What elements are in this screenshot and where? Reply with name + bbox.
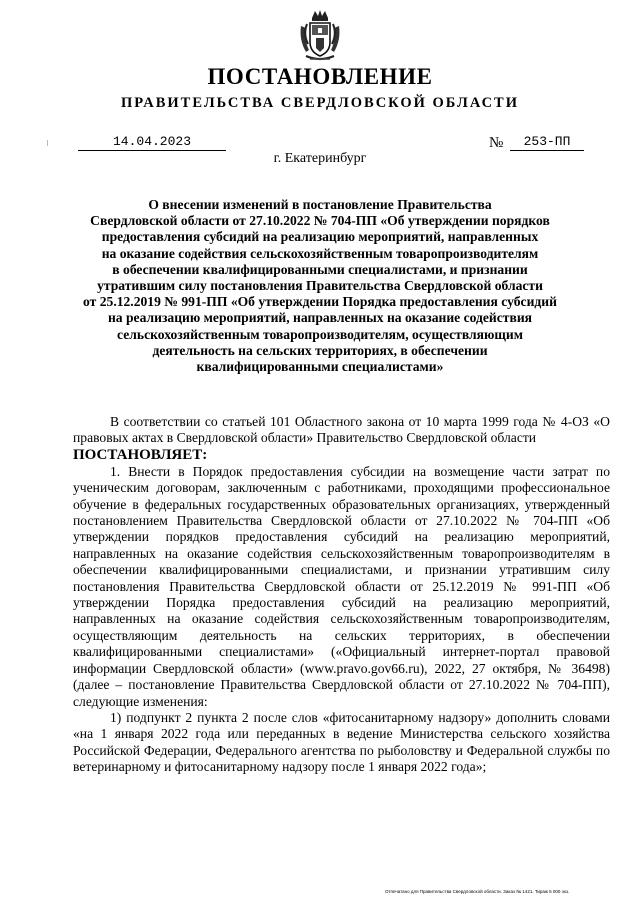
document-type-heading: ПОСТАНОВЛЕНИЕ [207, 64, 433, 89]
title-line: утратившим силу постановления Правительства Свердловской области [97, 278, 543, 294]
decree-word: ПОСТАНОВЛЯЕТ: [73, 446, 208, 463]
preamble-paragraph: В соответствии со статьей 101 Областного закона от 10 марта 1999 года № 4-ОЗ «О правовых актах в Свердловской области» Правительство Свердловской области [73, 414, 610, 446]
document-title [70, 197, 570, 375]
title-line: от 25.12.2019 № 991-ПП «Об утверждении Порядка предоставления субсидий [83, 294, 557, 310]
title-line: О внесении изменений в постановление Правительства [148, 197, 492, 212]
document-date-field: 14.04.2023 [78, 134, 226, 151]
title-line: на реализацию мероприятий, направленных на оказание содействия [107, 310, 533, 326]
document-number-field: 253-ПП [510, 134, 584, 151]
body-paragraph: 1. Внести в Порядок предоставления субсидии на возмещение части затрат по ученическим договорам, заключенным с работниками, проходящими профессиональное обучение в федеральных государственных образовательных организациях, утвержденный постановлением Правительства Свердловской области от 27.10.2022 № 704-ПП «Об утверждении порядков предоставления субсидий на реализацию мероприятий, направленных на оказание содействия сельскохозяйственным товаропроизводителям в обеспечении квалифицированными специалистами, и признании утратившим силу постановления Правительства Свердловской области от 25.12.2019 № 991-ПП «Об утверждении Порядка предоставления субсидий на реализацию мероприятий, направленных на оказание содействия сельскохозяйственным товаропроизводителям, осуществляющим деятельность на сельских территориях, в обеспечении квалифицированными специалистами» («Официальный интернет-портал правовой информации Свердловской области» (www.pravo.gov66.ru), 2022, 27 октября, № 36498) (далее – постановление Правительства Свердловской области от 27.10.2022 № 704-ПП), следующие изменения: [73, 463, 610, 709]
title-line: квалифицированными специалистами» [196, 359, 444, 375]
title-line: сельскохозяйственным товаропроизводителям, осуществляющим [117, 326, 523, 342]
title-line: предоставления субсидий на реализацию мероприятий, направленных [101, 229, 539, 245]
coat-of-arms-icon [298, 8, 342, 64]
issuing-authority-heading: ПРАВИТЕЛЬСТВА СВЕРДЛОВСКОЙ ОБЛАСТИ [120, 95, 520, 111]
title-line: деятельность на сельских территориях, в обеспечении [152, 342, 488, 358]
document-body [73, 414, 610, 776]
title-line: в обеспечении квалифицированными специалистами, и признании [112, 261, 528, 277]
print-footer: Отпечатано для Правительства Свердловской области. Заказ № 1421. Тираж 5 000 экз. [385, 889, 570, 894]
margin-mark [47, 140, 51, 146]
city-line: г. Екатеринбург [273, 151, 367, 166]
number-sign: № [489, 135, 504, 151]
title-line: Свердловской области от 27.10.2022 № 704-ПП «Об утверждении порядков [90, 213, 550, 229]
body-paragraph: 1) подпункт 2 пункта 2 после слов «фитосанитарному надзору» дополнить словами «на 1 января 2022 года или переданных в ведение Министерства сельского хозяйства Российской Федерации, Федерального агентства по рыболовству и Федеральной службы по ветеринарному и фитосанитарному надзору после 1 января 2022 года»; [73, 709, 610, 775]
title-line: на оказание содействия сельскохозяйственным товаропроизводителям [101, 245, 539, 261]
